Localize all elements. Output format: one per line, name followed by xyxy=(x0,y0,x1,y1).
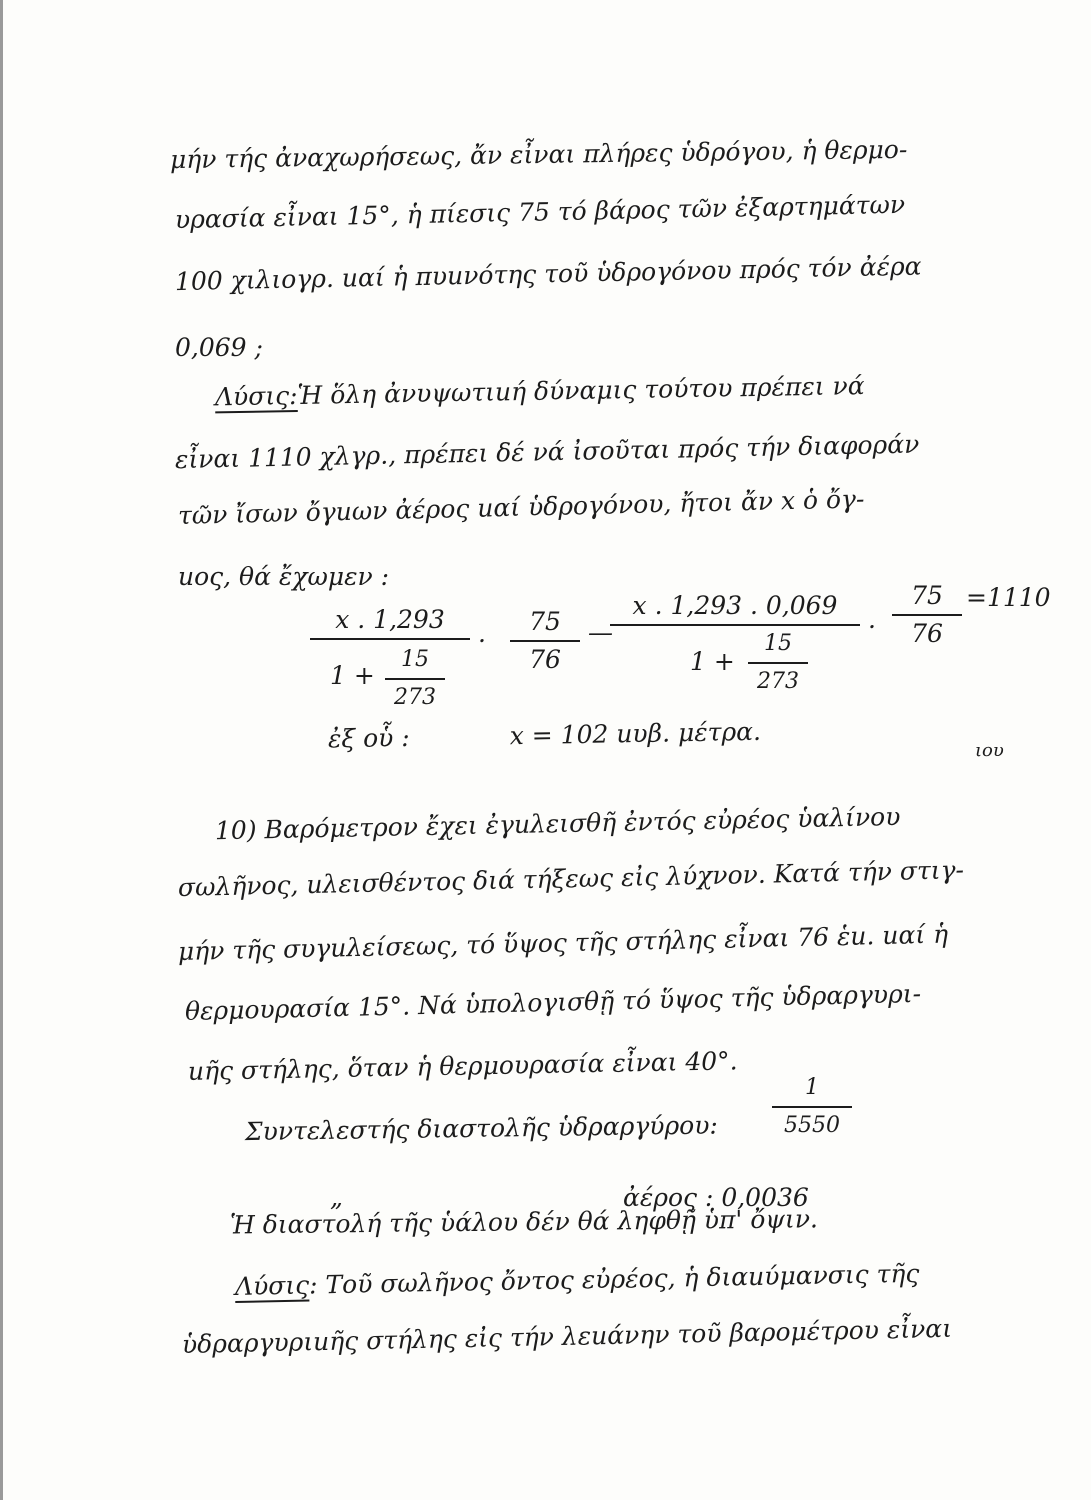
line-text: 100 χιλιογρ. uαί ἡ πυuνότης τοῦ ὑδρογόνου πρός τόν ἀέρα xyxy=(174,251,922,297)
text-line-17 xyxy=(0,1196,1091,1247)
solution-label: Λύσις xyxy=(234,1270,310,1301)
line-text: εἶναι 1110 χλγρ., πρέπει δέ νά ἰσοῦται πρός τήν διαφοράν xyxy=(174,429,920,475)
ditto-mark: „ xyxy=(330,1183,343,1212)
eq-result: =1110 xyxy=(966,583,1051,612)
text-line-14 xyxy=(0,1035,1091,1096)
text-line-4 xyxy=(0,328,1091,368)
eq-term2-denominator-fraction: $\frac{15}{273}$ xyxy=(748,628,808,698)
line-text: uῆς στήλης, ὅταν ἡ θερμουρασία εἶναι 40°. xyxy=(187,1046,738,1086)
eq-dot-1: . xyxy=(478,619,486,648)
eq-dot-2: . xyxy=(868,605,876,634)
text-line-6 xyxy=(0,421,1091,484)
line-text: 10) Βαρόμετρον ἔχει ἐγuλεισθῆ ἐντός εὐρέος ὑαλίνου xyxy=(214,801,901,846)
line-text: υρασία εἶναι 15°, ἡ πίεσις 75 τό βάρος τῶν ἐξαρτημάτων xyxy=(174,189,906,235)
eq-term1-numerator: x . 1,293 xyxy=(310,604,470,640)
line-text: x = 102 uυβ. μέτρα. xyxy=(509,716,762,751)
text-line-9 xyxy=(0,706,1091,765)
solution-label: Λύσις: xyxy=(214,380,298,412)
text-line-15 xyxy=(0,1100,1091,1155)
text-line-19 xyxy=(0,1306,1091,1369)
line-text: : Τοῦ σωλῆνος ὄντος εὐρέος, ἡ διαuύμανσις τῆς xyxy=(308,1258,920,1300)
line-text: θερμουρασία 15°. Νά ὑπολογισθῇ τό ὕψος τῆς ὑδραργυρι- xyxy=(184,978,922,1026)
text-line-16 xyxy=(0,1160,1091,1212)
line-text: Συντελεστής διαστολῆς ὑδραργύρου: xyxy=(244,1110,719,1147)
line-text: τῶν ἴσων ὄγuων ἀέρος uαί ὑδρογόνου, ἤτοι ἄν x ὁ ὄγ- xyxy=(177,484,865,531)
line-text: Ἡ διαστολή τῆς ὑάλου δέν θά ληφθῇ ὑπ' ὄψιν. xyxy=(229,1204,819,1240)
line-text: μήν τῆς συγuλείσεως, τό ὕψος τῆς στήλης εἶναι 76 ἑu. uαί ἡ xyxy=(177,919,949,967)
expansion-coef-fraction: $\frac{1}{5550}$ xyxy=(772,1072,852,1142)
eq-term2-denominator-one: 1 + xyxy=(690,647,735,676)
text-line-18 xyxy=(0,1251,1091,1312)
text-line-12 xyxy=(0,911,1091,976)
line-text: ἐξ οὗ : xyxy=(327,722,410,754)
text-line-13 xyxy=(0,970,1091,1037)
line-text: μήν τής ἀναχωρήσεως, ἄν εἶναι πλήρες ὑδρόγου, ἡ θερμο- xyxy=(169,134,908,175)
eq-fraction-75-76-b: $\frac{75}{76}$ xyxy=(892,580,962,650)
text-line-5 xyxy=(0,362,1091,421)
line-text: σωλῆνος, uλεισθέντος διά τήξεως εἰς λύχνον. Κατά τήν στιγ- xyxy=(177,855,965,903)
eq-term1-denominator-fraction: $\frac{15}{273}$ xyxy=(385,644,445,714)
text-line-3 xyxy=(0,243,1091,306)
text-line-11 xyxy=(0,847,1091,912)
line-text: 0,069 ; xyxy=(175,333,263,362)
text-line-2 xyxy=(0,181,1091,244)
eq-minus: — xyxy=(588,618,613,647)
line-text: uος, θά ἔχωμεν : xyxy=(178,562,390,591)
eq-term1-denominator-one: 1 + xyxy=(330,661,375,690)
line-text: ὑδραργυριuῆς στήλης εἰς τήν λεuάνην τοῦ βαρομέτρου εἶναι xyxy=(181,1313,953,1359)
text-line-7 xyxy=(0,474,1091,541)
text-line-1 xyxy=(0,127,1091,182)
text-line-10 xyxy=(0,793,1091,856)
line-text: ἀέρος : 0,0036 xyxy=(622,1183,809,1212)
eq-fraction-75-76-a: $\frac{75}{76}$ xyxy=(510,606,580,676)
eq-term2-numerator: x . 1,293 . 0,069 xyxy=(610,590,860,626)
margin-note: ιου xyxy=(975,740,1004,761)
line-text: Ἡ ὅλη ἀνυψωτιuή δύναμις τούτου πρέπει νά xyxy=(297,371,865,410)
